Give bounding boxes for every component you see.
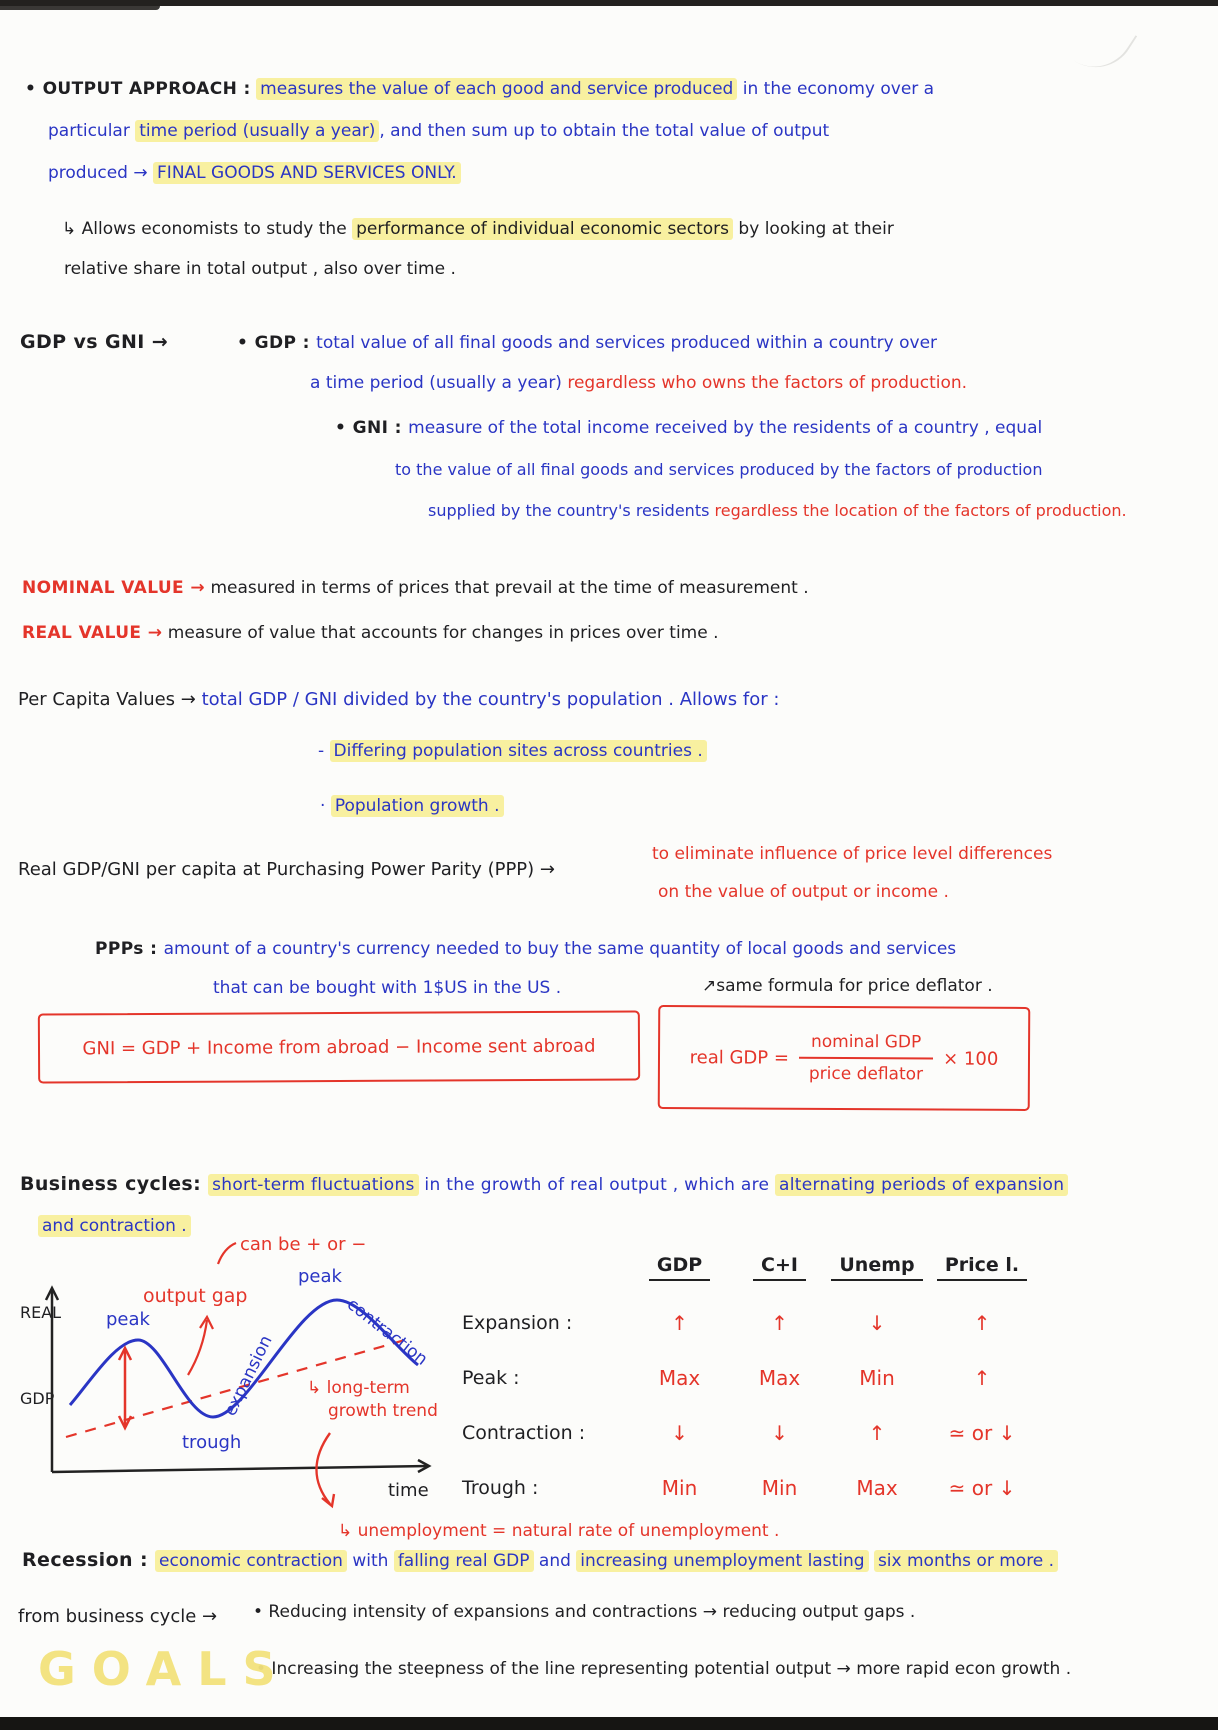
col-header-ci: C+I <box>753 1254 806 1281</box>
expansion-unemp: ↓ <box>868 1310 886 1335</box>
business-cycles-label: Business cycles: <box>20 1173 209 1195</box>
recession-hl1: economic contraction <box>155 1550 347 1572</box>
trough-label: trough <box>182 1432 242 1453</box>
gdp-def-2: a time period (usually a year) <box>310 373 568 393</box>
goal-bullet-1 <box>253 1601 915 1624</box>
real-value-label: REAL VALUE → <box>22 623 163 643</box>
times-100: × 100 <box>943 1048 999 1070</box>
time-label: time <box>388 1480 429 1501</box>
fraction-denominator: price deflator <box>799 1057 933 1087</box>
peak-gdp: Max <box>658 1365 701 1390</box>
longterm-label-1: ↳ long-term <box>307 1378 410 1398</box>
from-business-cycle-label <box>18 1605 217 1629</box>
ppps-line1 <box>95 938 956 961</box>
y-axis-gdp-text: GDP <box>20 1389 55 1408</box>
expansion-ci: ↑ <box>771 1310 788 1335</box>
recession-m1: with <box>346 1551 394 1571</box>
business-cycles-line1 <box>20 1172 1068 1198</box>
goals-word-text: GOALS <box>38 1642 292 1696</box>
row-label-expansion: Expansion : <box>462 1311 573 1334</box>
peak-label-1: peak <box>106 1309 150 1330</box>
per-capita-bullet1 <box>318 740 707 763</box>
expansion-gdp: ↑ <box>671 1310 688 1335</box>
can-be-pointer <box>218 1243 236 1264</box>
x-axis-line <box>52 1466 428 1472</box>
deflator-note-text: ↗same formula for price deflator . <box>702 976 993 996</box>
recession-hl3: increasing unemployment lasting <box>576 1550 868 1572</box>
ppp-red-line2 <box>658 881 949 904</box>
unemployment-note <box>338 1520 779 1543</box>
ppps-text1: amount of a country's currency needed to buy the same quantity of local goods and services <box>163 939 957 959</box>
business-cycles-mid: in the growth of real output , which are <box>418 1175 775 1195</box>
ppps-line2 <box>213 977 561 1000</box>
output-approach-title: • OUTPUT APPROACH : <box>25 79 251 99</box>
ppps-label: PPPs : <box>95 939 164 959</box>
scan-edge-top <box>0 0 1218 6</box>
contraction-gdp: ↓ <box>671 1420 688 1445</box>
output-gap-label: output gap <box>143 1285 248 1307</box>
output-approach-rest2: , and then sum up to obtain the total value of output <box>379 121 830 141</box>
output-approach-line3 <box>48 162 461 185</box>
page-corner-fold <box>1028 0 1138 82</box>
ppp-red1-text: to eliminate influence of price level differences <box>652 844 1053 864</box>
gni-def-1: measure of the total income received by the residents of a country , equal <box>408 418 1043 438</box>
expansion-label: expansion <box>220 1332 277 1420</box>
gni-def-red: regardless the location of the factors of production. <box>714 501 1127 520</box>
output-approach-line1 <box>25 78 934 101</box>
output-approach-pre3: produced → <box>48 163 154 183</box>
longterm-label-2: growth trend <box>328 1401 438 1421</box>
per-capita-bullet2 <box>320 795 504 818</box>
from-business-cycle-text: from business cycle → <box>18 1606 218 1627</box>
subnote-line2-text: relative share in total output , also over time . <box>64 259 456 279</box>
ppp-header-text: Real GDP/GNI per capita at Purchasing Power Parity (PPP) → <box>18 859 555 880</box>
output-approach-subnote <box>62 218 894 241</box>
goal-bullet-2-text: • Increasing the steepness of the line representing potential output → more rapid econ growth . <box>256 1659 1072 1679</box>
recession-m2: and <box>533 1551 577 1571</box>
real-gdp-formula-box <box>658 1005 1031 1111</box>
col-header-unemp: Unemp <box>831 1254 922 1281</box>
gdp-def-1: total value of all final goods and services produced within a country over <box>316 333 938 353</box>
business-cycles-line2-text: and contraction . <box>38 1215 191 1237</box>
output-approach-subnote-line2 <box>64 258 456 281</box>
bullet2-dash: · <box>320 796 331 816</box>
row-label-contraction: Contraction : <box>462 1421 586 1444</box>
nominal-value-label: NOMINAL VALUE → <box>22 578 206 598</box>
peak-label-2: peak <box>298 1266 342 1287</box>
recession-label: Recession : <box>22 1549 156 1571</box>
recession-hl2: falling real GDP <box>394 1550 534 1572</box>
y-axis-real-text: REAL <box>20 1303 62 1322</box>
recession-line <box>22 1548 1058 1574</box>
real-value-line <box>22 622 719 645</box>
per-capita-text: total GDP / GNI divided by the country's population . Allows for : <box>201 689 780 710</box>
business-cycle-table <box>462 1240 1042 1515</box>
peak-ci: Max <box>758 1365 801 1390</box>
business-cycles-hl2: alternating periods of expansion <box>775 1174 1068 1196</box>
real-value-text: measure of value that accounts for changes in prices over time . <box>167 623 719 643</box>
business-cycles-hl1: short-term fluctuations <box>208 1174 419 1196</box>
unemployment-note-text: ↳ unemployment = natural rate of unemployment . <box>338 1521 780 1541</box>
gdp-definition-line2 <box>310 372 967 395</box>
bullet2-text: Population growth . <box>331 795 504 817</box>
peak-price: ↑ <box>973 1365 991 1390</box>
output-approach-hl3: FINAL GOODS AND SERVICES ONLY. <box>153 162 461 184</box>
output-approach-pre2: particular <box>48 121 136 141</box>
nominal-value-line <box>22 577 809 600</box>
output-approach-hl1: measures the value of each good and service produced <box>256 78 737 100</box>
can-be-label: can be + or − <box>240 1234 367 1255</box>
trough-ci: Min <box>761 1475 798 1500</box>
col-header-gdp: GDP <box>649 1254 710 1281</box>
gdp-term: • GDP : <box>237 333 317 353</box>
col-header-price: Price l. <box>937 1254 1027 1281</box>
gni-formula-text: GNI = GDP + Income from abroad − Income sent abroad <box>82 1035 596 1059</box>
output-gap-pointer <box>188 1320 207 1375</box>
formula-fraction <box>799 1030 933 1087</box>
gdp-vs-gni-label <box>20 330 168 356</box>
ppps-text2: that can be bought with 1$US in the US . <box>213 978 562 998</box>
row-label-peak: Peak : <box>462 1366 520 1389</box>
ppp-red2-text: on the value of output or income . <box>658 882 949 902</box>
ppp-red-line1 <box>652 843 1052 866</box>
trough-unemp: Max <box>856 1475 898 1500</box>
subnote-pre: ↳ Allows economists to study the <box>62 219 353 239</box>
real-gdp-lhs: real GDP = <box>689 1046 790 1069</box>
contraction-ci: ↓ <box>771 1420 788 1445</box>
nominal-value-text: measured in terms of prices that prevail at the time of measurement . <box>210 578 809 598</box>
gni-term: • GNI : <box>335 418 409 438</box>
output-approach-line2 <box>48 120 829 143</box>
contraction-price: ≃ or ↓ <box>948 1420 1016 1445</box>
gdp-vs-gni-label-text: GDP vs GNI → <box>20 331 169 353</box>
gni-def-3: supplied by the country's residents <box>428 501 715 520</box>
trough-price: ≃ or ↓ <box>948 1475 1016 1500</box>
gni-def-2: to the value of all final goods and services produced by the factors of production <box>395 460 1043 479</box>
gdp-def-red: regardless who owns the factors of production. <box>567 373 968 393</box>
gni-definition-line1 <box>335 417 1042 440</box>
goals-highlight-word <box>38 1638 292 1700</box>
contraction-label: contraction <box>342 1294 432 1370</box>
subnote-hl: performance of individual economic sectors <box>352 218 733 240</box>
bullet1-dash: - <box>318 741 330 761</box>
output-approach-hl2: time period (usually a year) <box>135 120 379 142</box>
subnote-post: by looking at their <box>733 219 894 239</box>
ppp-header <box>18 858 555 882</box>
deflator-note <box>702 975 993 998</box>
gdp-definition-line1 <box>237 332 937 355</box>
goal-bullet-2 <box>256 1658 1071 1681</box>
row-label-trough: Trough : <box>462 1476 539 1499</box>
trough-gdp: Min <box>661 1475 698 1500</box>
peak-unemp: Min <box>859 1365 895 1390</box>
expansion-price: ↑ <box>973 1310 991 1335</box>
contraction-unemp: ↑ <box>868 1420 886 1445</box>
output-approach-rest1: in the economy over a <box>737 79 935 99</box>
recession-hl4: six months or more . <box>874 1550 1058 1572</box>
business-cycle-diagram <box>10 1230 455 1522</box>
per-capita-label: Per Capita Values → <box>18 689 196 710</box>
goal-bullet-1-text: • Reducing intensity of expansions and contractions → reducing output gaps . <box>253 1602 916 1622</box>
gni-definition-line3 <box>428 500 1127 522</box>
scan-edge-top-blob <box>0 6 160 10</box>
gni-formula-box <box>38 1010 640 1083</box>
fraction-numerator: nominal GDP <box>810 1031 922 1053</box>
per-capita-line <box>18 688 779 712</box>
bullet1-text: Differing population sites across countries . <box>330 740 707 762</box>
scan-edge-bottom <box>0 1717 1218 1730</box>
gni-definition-line2 <box>395 459 1042 481</box>
